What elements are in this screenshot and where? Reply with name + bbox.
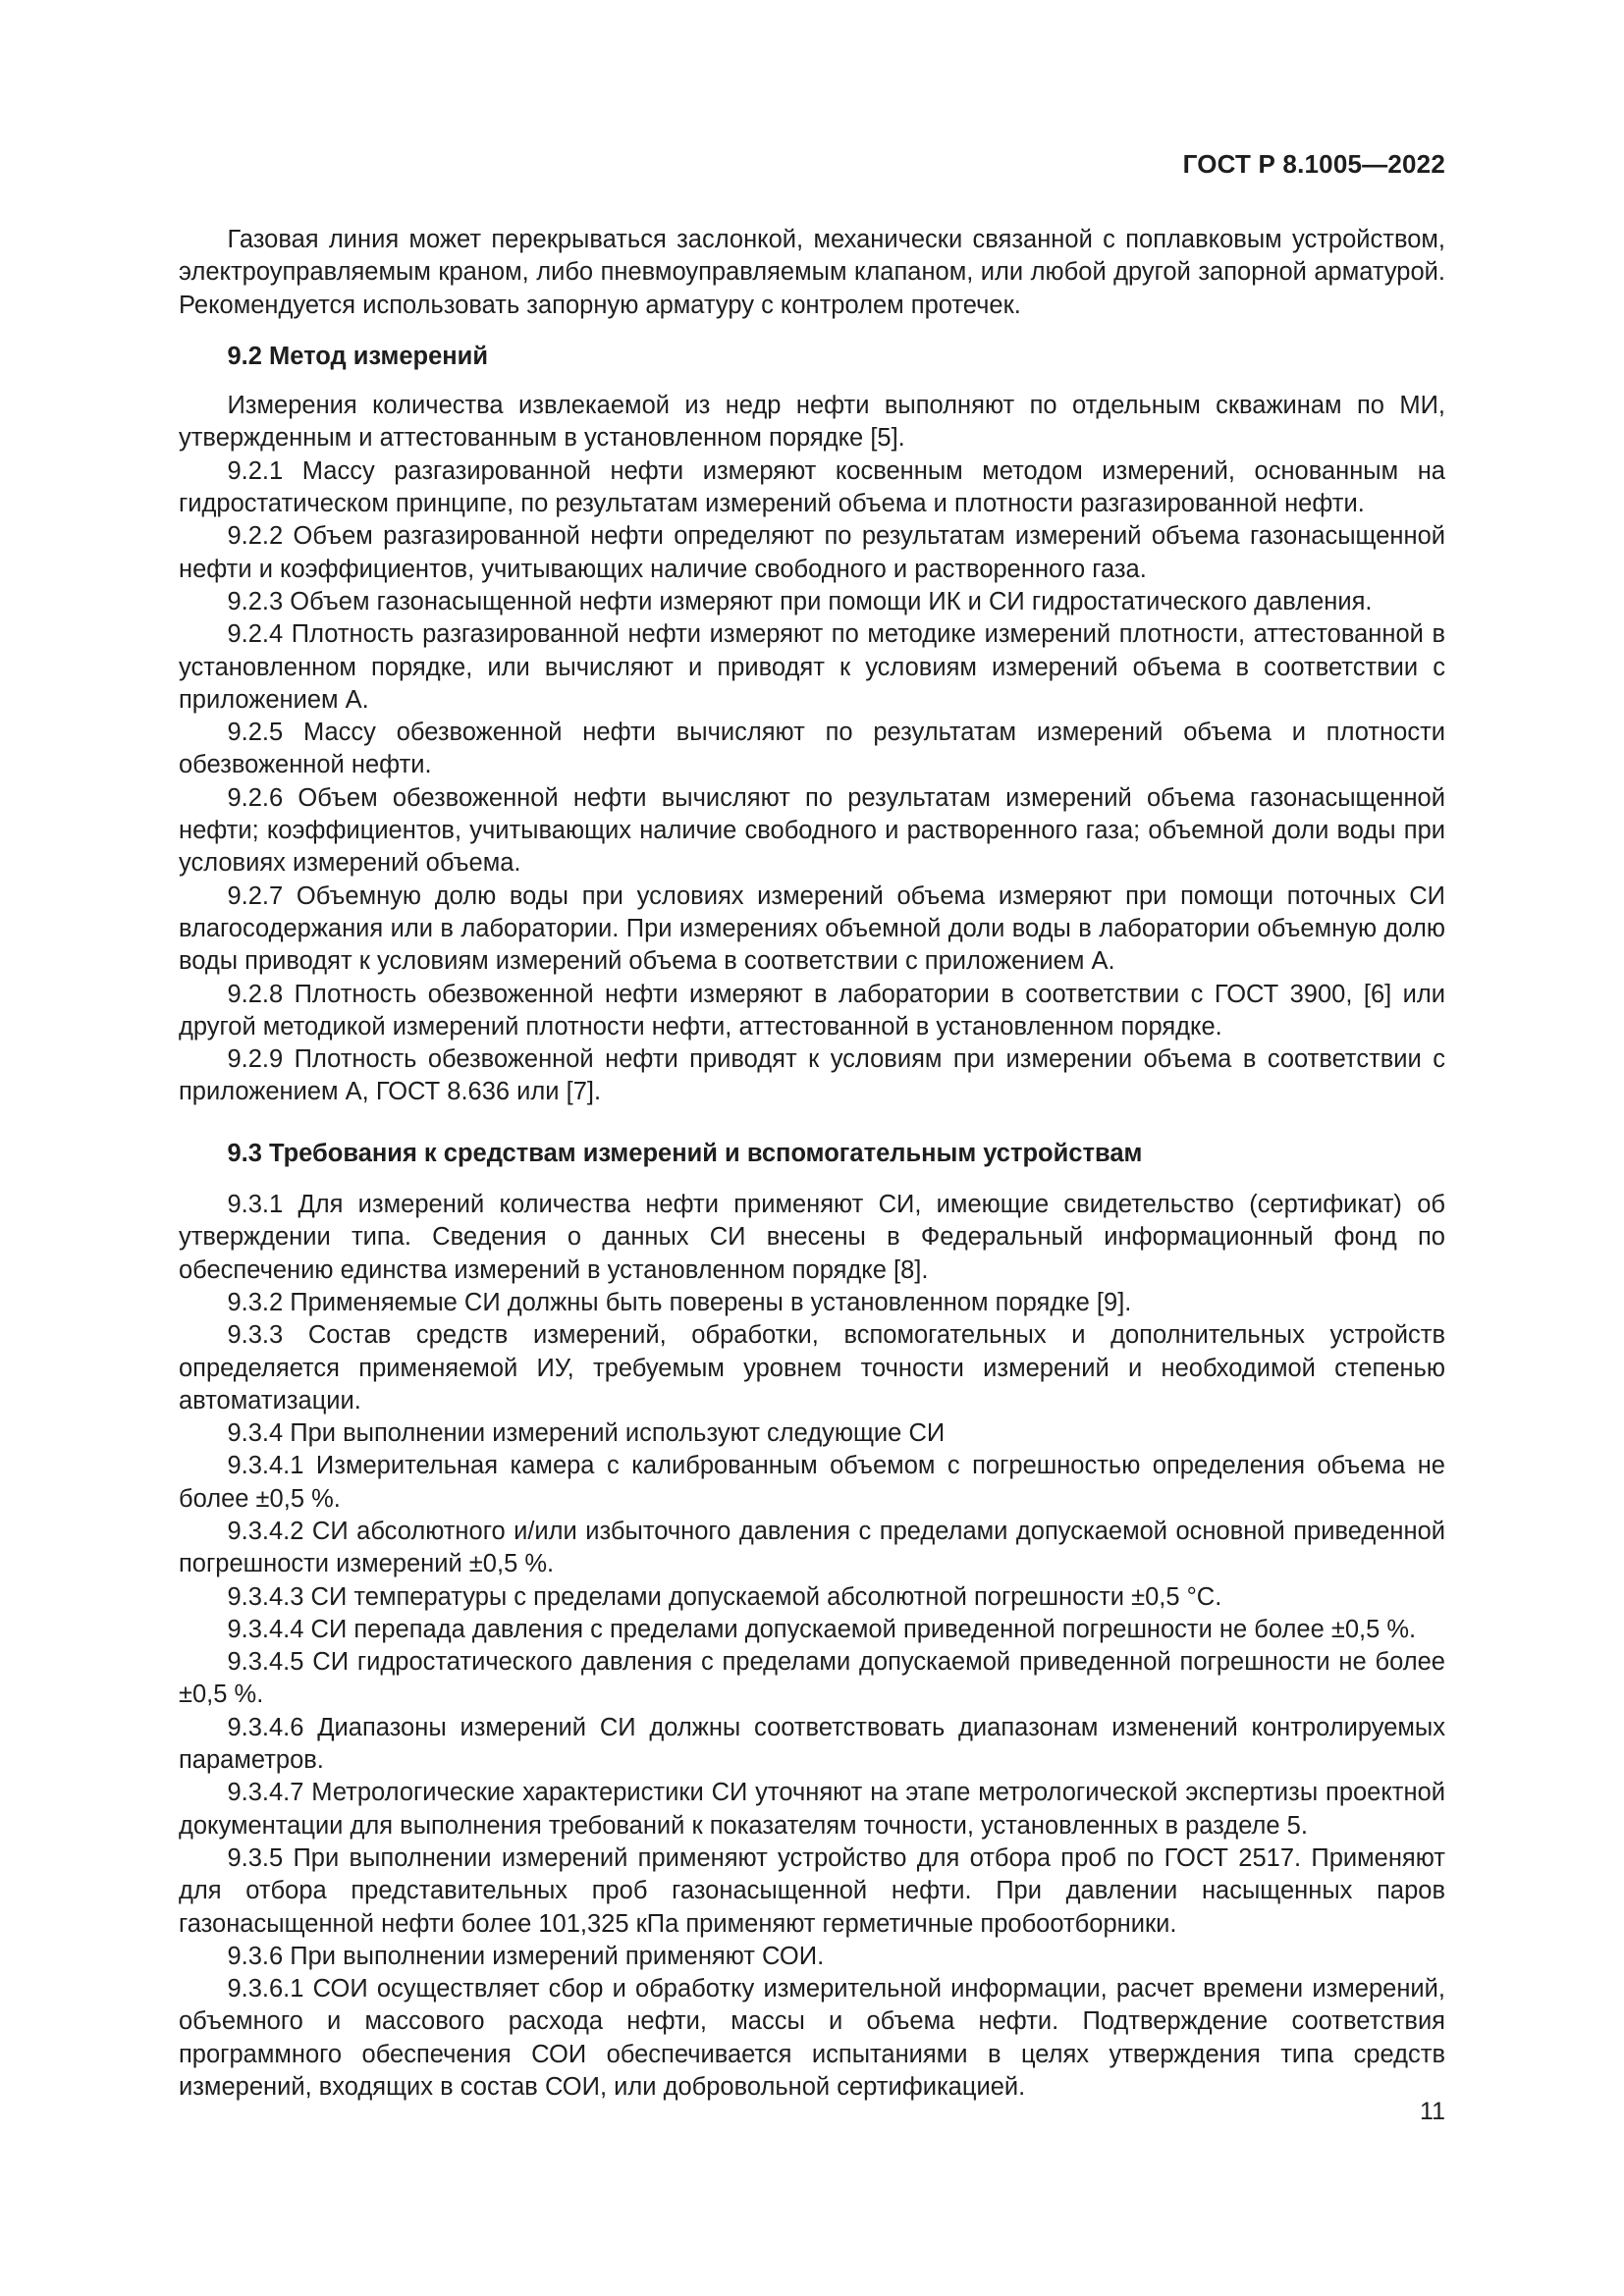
paragraph-9-3-4-1: 9.3.4.1 Измерительная камера с калиброванным объемом с погрешностью определения объема не более ±0,5 %. [179, 1452, 1445, 1513]
paragraph-9-3-4-7: 9.3.4.7 Метрологические характеристики СИ уточняют на этапе метрологической экспертизы проектной документации для выполнения требований к показателям точности, установленных в разделе 5. [179, 1779, 1445, 1840]
paragraph-9-3-2: 9.3.2 Применяемые СИ должны быть поверены в установленном порядке [9]. [227, 1288, 1132, 1316]
paragraph-9-3-4-3: 9.3.4.3 СИ температуры с пределами допускаемой абсолютной погрешности ±0,5 °С. [227, 1582, 1222, 1611]
paragraph-9-3-6-1: 9.3.6.1 СОИ осуществляет сбор и обработку измерительной информации, расчет времени измерений, объемного и массового расхода нефти, массы и объема нефти. Подтверждение соответствия программного обеспечения СОИ обеспечивается испытаниями в целях утверждения типа средств измерений, входящих в состав СОИ, или добровольной сертификацией. [179, 1975, 1445, 2102]
paragraph-9-3-6: 9.3.6 При выполнении измерений применяют СОИ. [227, 1942, 825, 1970]
paragraph-gas-line: Газовая линия может перекрываться заслонкой, механически связанной с поплавковым устройством, электроуправляемым краном, либо пневмоуправляемым клапаном, или любой другой запорной арматурой. Рекомендуется использовать запорную арматуру с контролем протечек. [179, 226, 1445, 319]
paragraph-9-2-3: 9.2.3 Объем газонасыщенной нефти измеряют при помощи ИК и СИ гидростатического давления. [227, 587, 1373, 615]
document-code-header: ГОСТ Р 8.1005—2022 [1182, 149, 1445, 179]
paragraph-9-2-8: 9.2.8 Плотность обезвоженной нефти измеряют в лаборатории в соответствии с ГОСТ 3900, [6] или другой методикой измерений плотности нефти, аттестованной в установленном порядке. [179, 980, 1445, 1041]
paragraph-9-2-intro: Измерения количества извлекаемой из недр нефти выполняют по отдельным скважинам по МИ, утвержденным и аттестованным в установленном порядке [5]. [179, 392, 1445, 453]
paragraph-9-3-5: 9.3.5 При выполнении измерений применяют устройство для отбора проб по ГОСТ 2517. Применяют для отбора представительных проб газонасыщенной нефти. При давлении насыщенных паров газонасыщенной нефти более 101,325 кПа применяют герметичные пробоотборники. [179, 1843, 1445, 1938]
paragraph-9-3-4-2: 9.3.4.2 СИ абсолютного и/или избыточного давления с пределами допускаемой основной приведенной погрешности измерений ±0,5 %. [179, 1517, 1445, 1578]
paragraph-9-2-2: 9.2.2 Объем разгазированной нефти определяют по результатам измерений объема газонасыщенной нефти и коэффициентов, учитывающих наличие свободного и растворенного газа. [179, 522, 1445, 583]
paragraph-9-2-1: 9.2.1 Массу разгазированной нефти измеряют косвенным методом измерений, основанным на гидростатическом принципе, по результатам измерений объема и плотности разгазированной нефти. [179, 456, 1445, 518]
paragraph-9-3-4-6: 9.3.4.6 Диапазоны измерений СИ должны соответствовать диапазонам изменений контролируемых параметров. [179, 1713, 1445, 1775]
document-body [179, 224, 1445, 2104]
paragraph-9-2-5: 9.2.5 Массу обезвоженной нефти вычисляют по результатам измерений объема и плотности обезвоженной нефти. [179, 719, 1445, 779]
paragraph-9-2-7: 9.2.7 Объемную долю воды при условиях измерений объема измеряют при помощи поточных СИ влагосодержания или в лаборатории. При измерениях объемной доли воды в лаборатории объемную долю воды приводят к условиям измерений объема в соответствии с приложением А. [179, 881, 1445, 976]
paragraph-9-2-9: 9.2.9 Плотность обезвоженной нефти приводят к условиям при измерении объема в соответствии с приложением А, ГОСТ 8.636 или [7]. [179, 1045, 1445, 1106]
page-number: 11 [1420, 2098, 1445, 2125]
paragraph-9-2-4: 9.2.4 Плотность разгазированной нефти измеряют по методике измерений плотности, аттестованной в установленном порядке, или вычисляют и приводят к условиям измерений объема в соответствии с приложением А. [179, 620, 1445, 714]
paragraph-9-3-4: 9.3.4 При выполнении измерений используют следующие СИ [227, 1419, 946, 1448]
paragraph-9-2-6: 9.2.6 Объем обезвоженной нефти вычисляют по результатам измерений объема газонасыщенной нефти; коэффициентов, учитывающих наличие свободного и растворенного газа; объемной доли воды при условиях измерений объема. [179, 783, 1445, 878]
paragraph-9-3-4-4: 9.3.4.4 СИ перепада давления с пределами допускаемой приведенной погрешности не более ±0,5 %. [227, 1615, 1417, 1643]
section-heading-9-3: 9.3 Требования к средствам измерений и вспомогательным устройствам [227, 1139, 1143, 1167]
paragraph-9-3-1: 9.3.1 Для измерений количества нефти применяют СИ, имеющие свидетельство (сертификат) об утверждении типа. Сведения о данных СИ внесены в Федеральный информационный фонд по обеспечению единства измерений в установленном порядке [8]. [179, 1191, 1445, 1284]
section-heading-9-2: 9.2 Метод измерений [227, 342, 489, 370]
paragraph-9-3-3: 9.3.3 Состав средств измерений, обработки, вспомогательных и дополнительных устройств определяется применяемой ИУ, требуемым уровнем точности измерений и необходимой степенью автоматизации. [179, 1321, 1445, 1415]
paragraph-9-3-4-5: 9.3.4.5 СИ гидростатического давления с пределами допускаемой приведенной погрешности не более ±0,5 %. [179, 1648, 1445, 1709]
